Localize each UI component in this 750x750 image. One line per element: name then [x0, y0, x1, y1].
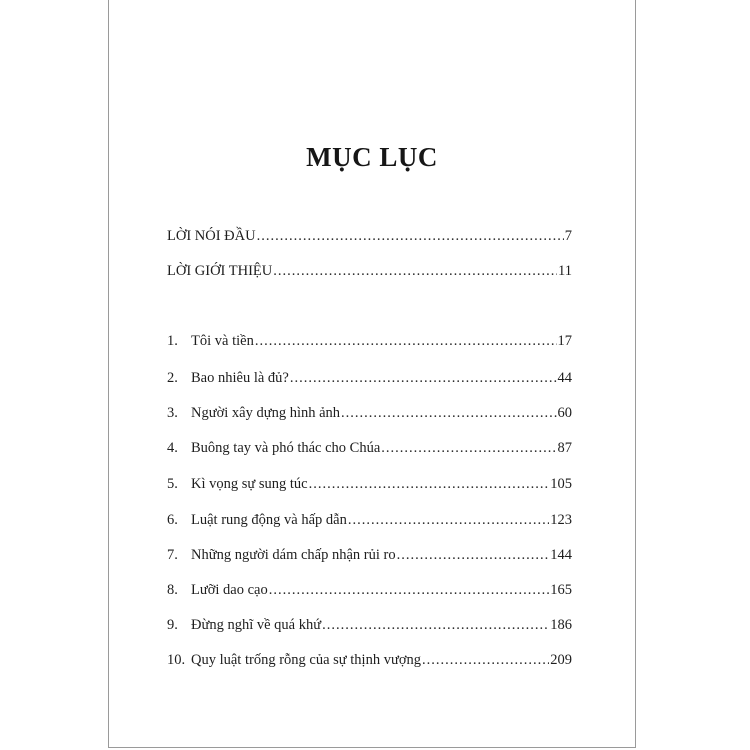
dot-leader — [348, 512, 549, 529]
dot-leader — [257, 228, 564, 245]
dot-leader — [397, 547, 550, 564]
chapter-page: 60 — [557, 405, 572, 421]
dot-leader — [290, 370, 557, 387]
dot-leader — [381, 440, 556, 457]
chapter-title: Quy luật trống rỗng của sự thịnh vượng — [191, 652, 421, 668]
chapter-number: 10. — [167, 652, 186, 668]
chapter-number: 1. — [167, 333, 178, 349]
toc-chapter-entry — [167, 476, 572, 493]
chapter-title: Kì vọng sự sung túc — [191, 476, 308, 492]
chapter-number: 4. — [167, 440, 178, 456]
toc-chapter-entry — [167, 547, 572, 564]
chapter-page: 17 — [557, 333, 572, 349]
chapter-page: 87 — [557, 440, 572, 456]
chapter-title: Những người dám chấp nhận rủi ro — [191, 547, 396, 563]
dot-leader — [273, 263, 557, 280]
toc-chapter-entry — [167, 333, 572, 350]
dot-leader — [341, 405, 556, 422]
chapter-number: 2. — [167, 370, 178, 386]
toc-entry-page: 7 — [564, 228, 572, 244]
chapter-title: Đừng nghĩ về quá khứ — [191, 617, 322, 633]
dot-leader — [269, 582, 550, 599]
toc-entry-loi-gioi-thieu — [167, 263, 572, 280]
toc-entry-label: LỜI GIỚI THIỆU — [167, 263, 273, 279]
toc-chapter-entry — [167, 370, 572, 387]
dot-leader — [322, 617, 549, 634]
chapter-page: 44 — [557, 370, 572, 386]
toc-entry-loi-noi-dau — [167, 228, 572, 245]
chapter-title: Bao nhiêu là đủ? — [191, 370, 289, 386]
toc-entry-page: 11 — [558, 263, 572, 279]
chapter-page: 165 — [550, 582, 572, 598]
chapter-page: 123 — [550, 512, 572, 528]
dot-leader — [309, 476, 550, 493]
toc-chapter-entry — [167, 582, 572, 599]
chapter-number: 7. — [167, 547, 178, 563]
chapter-title: Tôi và tiền — [191, 333, 254, 349]
toc-chapter-entry — [167, 512, 572, 529]
chapter-title: Luật rung động và hấp dẫn — [191, 512, 347, 528]
chapter-number: 9. — [167, 617, 178, 633]
chapter-title: Người xây dựng hình ảnh — [191, 405, 341, 421]
chapter-title: Lưỡi dao cạo — [191, 582, 268, 598]
page-title: MỤC LỤC — [306, 142, 438, 172]
dot-leader — [422, 652, 549, 669]
chapter-page: 186 — [550, 617, 572, 633]
chapter-page: 144 — [550, 547, 572, 563]
chapter-page: 209 — [550, 652, 572, 668]
toc-entry-label: LỜI NÓI ĐẦU — [167, 228, 256, 244]
toc-chapter-entry — [167, 440, 572, 457]
toc-chapter-entry — [167, 652, 572, 669]
dot-leader — [255, 333, 557, 350]
chapter-title: Buông tay và phó thác cho Chúa — [191, 440, 381, 456]
chapter-page: 105 — [550, 476, 572, 492]
toc-chapter-entry — [167, 617, 572, 634]
toc-chapter-entry — [167, 405, 572, 422]
chapter-number: 8. — [167, 582, 178, 598]
book-page — [108, 0, 636, 748]
chapter-number: 5. — [167, 476, 178, 492]
chapter-number: 6. — [167, 512, 178, 528]
chapter-number: 3. — [167, 405, 178, 421]
